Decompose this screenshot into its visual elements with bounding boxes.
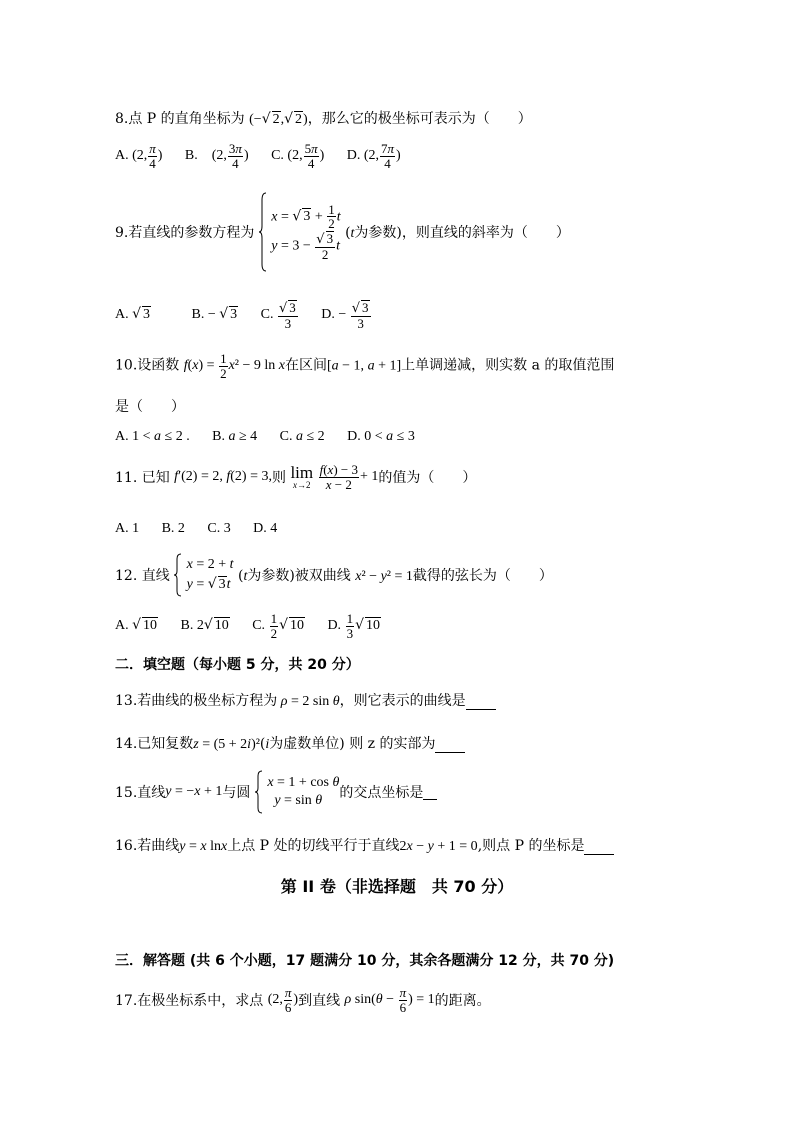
question-14: 14.已知复数z = (5 + 2i)²(i为虚数单位) 则 z 的实部为 <box>115 733 465 753</box>
question-15: 15.直线y = −x + 1与圆 x = 1 + cos θ y = sin θ 的交点坐标是 <box>115 770 437 814</box>
option-a: A. (2, $\frac{\pi}{4}$ ) <box>115 141 163 171</box>
left-brace-icon <box>174 553 182 597</box>
section-2-heading: 二．填空题（每小题 5 分，共 20 分） <box>115 657 360 673</box>
answer-blank <box>584 840 614 855</box>
q9-eq2: y = 3 − $\frac{√ 3}{2}$ t <box>271 231 340 262</box>
answer-blank <box>466 695 496 710</box>
question-13: 13.若曲线的极坐标方程为 ρ = 2 sin θ，则它表示的曲线是 <box>115 690 496 710</box>
option-c: C. (2, $\frac{5\pi}{4}$ ) <box>271 141 325 171</box>
question-10-stem: 10.设函数 f(x) = $\frac{1}{2}$ x² − 9 ln x在区间[a − 1, a + 1]上单调递减，则实数 a 的取值范围 <box>115 351 615 381</box>
question-8-options <box>115 142 401 170</box>
question-11-stem: 11. 已知 f′(2) = 2, f(2) = 3,则 lim x→2 $\frac{f(x) - 3}{x - 2}$ + 1的值为（ ） <box>115 462 477 492</box>
question-10-options: A. 1 < a ≤ 2 . B. a ≥ 4 C. a ≤ 2 D. 0 < a ≤ 3 <box>115 429 415 444</box>
question-9-options: A. √ 3 B. − √ 3 C. $\frac{√ 3}{3}$ D. − $\frac{√ 3}{3}$ <box>115 300 369 331</box>
question-9-stem: 9.若直线的参数方程为 x = √ 3 + $\frac{1}{2}$ t y = 3 − $\frac{√ 3}{2}$ t (t为参数)，则直线的斜率为（ ） <box>115 192 570 272</box>
left-brace-icon <box>255 770 263 814</box>
option-d: D. (2, $\frac{7\pi}{4}$ ) <box>346 141 401 171</box>
question-12-stem: 12. 直线 x = 2 + t y = √ 3t (t为参数)被双曲线 x² − y² = 1截得的弦长为（ ） <box>115 553 553 597</box>
section-3-heading: 三．解答题 (共 6 个小题，17 题满分 10 分，其余各题满分 12 分，共 70 分) <box>115 953 615 969</box>
question-10-stem-line2: 是（ ） <box>115 399 185 415</box>
left-brace-icon <box>259 192 267 272</box>
question-16: 16.若曲线y = x lnx上点 P 处的切线平行于直线2x − y + 1 = 0,则点 P 的坐标是 <box>115 835 614 855</box>
option-b: B. (2, $\frac{3\pi}{4}$ ) <box>184 141 249 171</box>
q9-eq1: x = √ 3 + $\frac{1}{2}$ t <box>271 201 341 232</box>
question-8-stem: 8.点 P 的直角坐标为 (−√ 2,√ 2)，那么它的极坐标可表示为（ ） <box>115 111 532 127</box>
question-11-options: A. 1 B. 2 C. 3 D. 4 <box>115 521 278 536</box>
question-12-options: A. √ 10 B. 2√ 10 C. $\frac{1}{2}$ √ 10 D. $\frac{1}{3}$ √ 10 <box>115 611 380 641</box>
answer-blank <box>435 738 465 753</box>
question-17: 17.在极坐标系中，求点 (2, $\frac{\pi}{6}$ )到直线 ρ sin(θ − $\frac{\pi}{6}$ ) = 1的距离。 <box>115 985 491 1015</box>
answer-blank <box>423 785 437 800</box>
part-2-title: 第 II 卷（非选择题 共 70 分） <box>280 877 514 896</box>
